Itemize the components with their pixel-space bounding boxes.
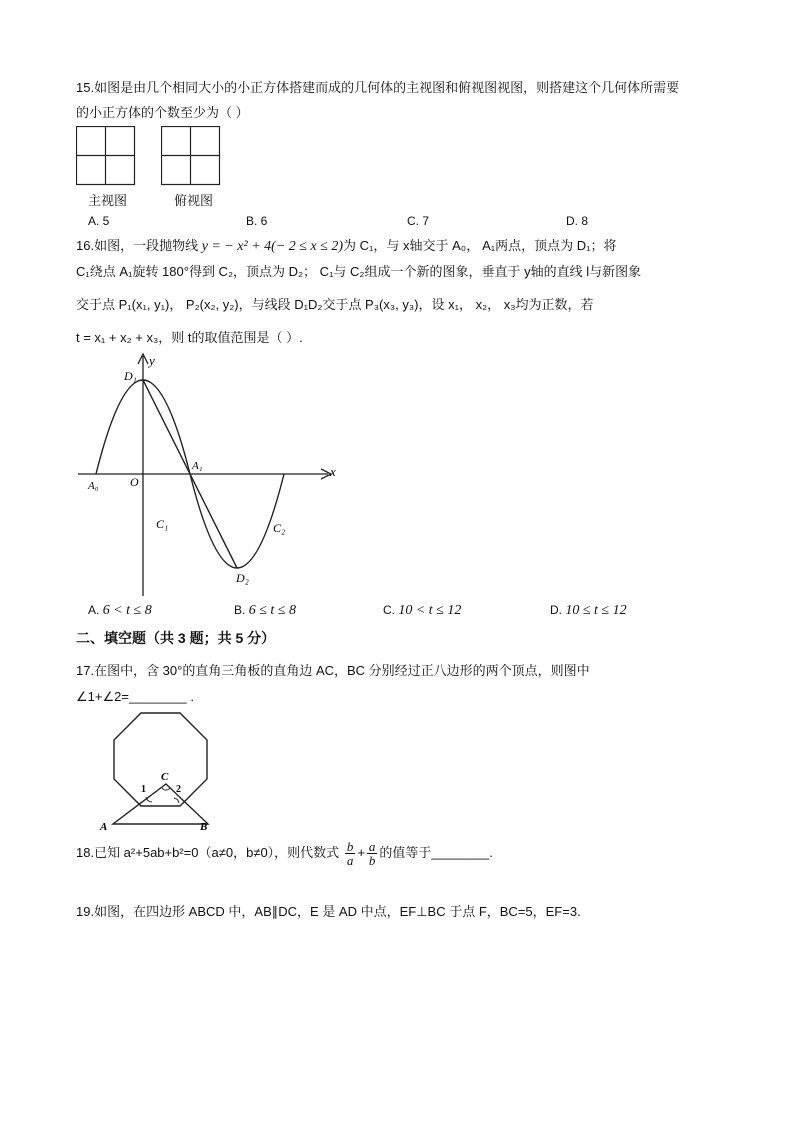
q16-text-line2: C₁绕点 A₁旋转 180°得到 C₂，顶点为 D₂； C₁与 C₂组成一个新的图象，垂直于 y轴的直线 l与新图象 — [76, 264, 642, 279]
q18-fraction-b-over-a: $\frac{b}{a}$ — [346, 839, 354, 869]
q19-text-line1: 19.如图，在四边形 ABCD 中，AB∥DC，E 是 AD 中点，EF⊥BC 于点 F，BC=5，EF=3. — [76, 904, 581, 919]
q17-label-angle2: 2 — [176, 784, 181, 795]
q18-text: 18.已知 a²+5ab+b²=0（a≠0，b≠0），则代数式 $\frac{b}{a}$ + $\frac{a}{b}$ 的值等于________. — [76, 839, 493, 869]
q17-label-angle1: 1 — [141, 784, 146, 795]
q17-label-c: C — [161, 771, 169, 783]
q15-top-view-figure — [161, 126, 221, 188]
q15-top-view-label: 俯视图 — [174, 193, 214, 208]
q16-option-c: C. 10 < t ≤ 12 — [383, 603, 462, 618]
section-title-fill-in: 二、填空题（共 3 题；共 5 分） — [76, 630, 276, 646]
q16-label-d2: D₂ — [236, 571, 249, 585]
q16-label-x: x — [330, 464, 336, 479]
q16-label-a1: A₁ — [192, 460, 203, 472]
q15-text-line2: 的小正方体的个数至少为（ ） — [76, 105, 249, 120]
q15-front-view-label: 主视图 — [88, 193, 128, 208]
q16-label-origin: O — [130, 475, 139, 489]
q16-label-c1: C₁ — [156, 517, 169, 531]
q16-label-a0: A₀ — [88, 480, 99, 492]
q16-text-line4: t = x₁ + x₂ + x₃，则 t的取值范围是（ ）. — [76, 330, 303, 345]
q16-option-d: D. 10 ≤ t ≤ 12 — [550, 603, 627, 618]
q17-label-b: B — [200, 821, 208, 833]
q16-label-y: y — [149, 353, 155, 368]
q15-front-view-figure — [76, 126, 136, 188]
q16-option-a: A. 6 < t ≤ 8 — [88, 603, 152, 618]
q16-label-d1: D₁ — [124, 369, 137, 383]
q16-text-line3: 交于点 P₁(x₁, y₁)， P₂(x₂, y₂)，与线段 D₁D₂交于点 P₃(x₃, y₃)，设 x₁， x₂， x₃均为正数，若 — [76, 297, 594, 312]
q18-fraction-a-over-b: $\frac{a}{b}$ — [368, 839, 376, 869]
q15-option-d: D. 8 — [566, 214, 589, 228]
q16-parabola-equation: y = − x² + 4(− 2 ≤ x ≤ 2) — [201, 239, 344, 254]
q17-octagon-figure — [96, 710, 226, 836]
q16-text-line1: 16.如图，一段抛物线 y = − x² + 4(− 2 ≤ x ≤ 2)为 C₁，与 x轴交于 A₀， A₁两点，顶点为 D₁；将 — [76, 238, 617, 254]
q15-text-line1: 15.如图是由几个相同大小的小正方体搭建而成的几何体的主视图和俯视图视图，则搭建这个几何体所需要 — [76, 80, 680, 95]
q16-option-b: B. 6 ≤ t ≤ 8 — [234, 603, 296, 618]
q16-graph-figure — [76, 352, 346, 598]
q17-text-line1: 17.在图中，含 30°的直角三角板的直角边 AC，BC 分别经过正八边形的两个顶点，则图中 — [76, 663, 590, 678]
q16-label-c2: C₂ — [273, 521, 286, 535]
q17-text-line2: ∠1+∠2=________ . — [76, 689, 195, 704]
q17-label-a: A — [100, 821, 108, 833]
q15-option-a: A. 5 — [88, 214, 110, 228]
q15-option-b: B. 6 — [246, 214, 268, 228]
q15-option-c: C. 7 — [407, 214, 430, 228]
